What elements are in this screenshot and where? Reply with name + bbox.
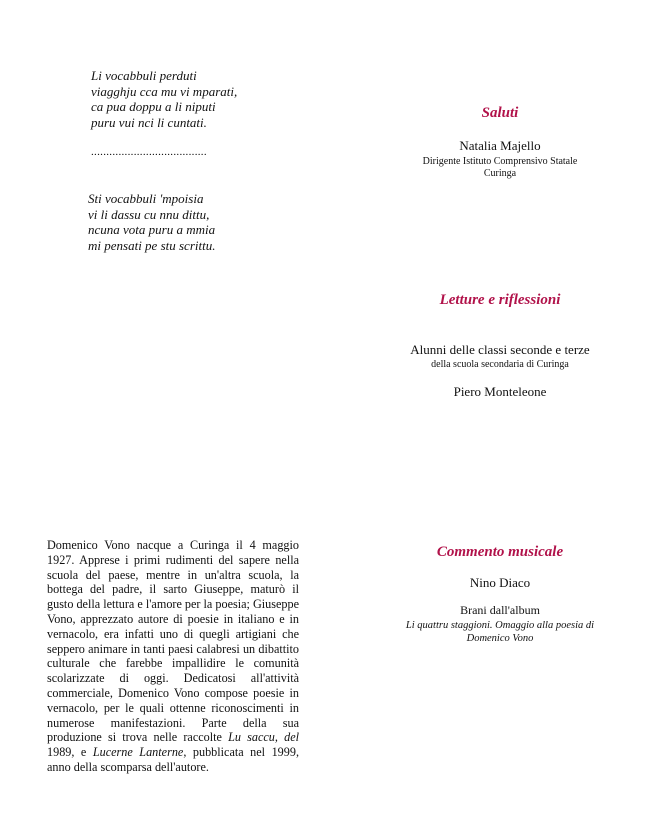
poem-line: ca pua doppu a li niputi [91,99,216,114]
poem-line: Li vocabbuli perduti [91,68,197,83]
bio-text: , pubblicata nel 1999, anno della scomparsa dell'autore. [47,745,299,774]
poem-line: mi pensati pe stu scrittu. [88,237,216,253]
dotted-separator: ...................................... [91,146,207,158]
poem-line: vi li dassu cu nnu dittu, [88,206,210,222]
album-title-cont: Domenico Vono [466,633,534,644]
poem-line: ncuna vota puru a mmia [88,222,216,237]
speaker-place: Curinga [483,168,517,179]
letture-section [366,292,634,400]
poem-line: puru vui nci li cuntati. [91,114,207,130]
section-title-letture: Letture e riflessioni [439,292,561,308]
readers-line: Alunni delle classi seconde e terze [410,342,590,357]
speaker-name: Piero Monteleone [453,384,547,399]
author-biography [47,538,299,775]
book-title: Lu saccu, del [228,730,299,745]
poem-stanza-2 [88,191,215,253]
speaker-role: Dirigente Istituto Comprensivo Statale [422,156,578,167]
poem-line: viagghju cca mu vi mparati, [91,83,238,99]
speaker-name: Natalia Majello [459,138,541,153]
bio-text: 1989, e [47,745,93,760]
saluti-section [366,105,634,180]
book-title: Lucerne Lanterne [92,745,184,760]
commento-section [366,544,634,645]
poem-stanza-1 [91,68,237,130]
musician-name: Nino Diaco [469,575,531,590]
section-title-saluti: Saluti [481,105,519,121]
readers-subline: della scuola secondaria di Curinga [431,359,569,370]
poem-line: Sti vocabbuli 'mpoisia [88,191,204,206]
section-title-commento: Commento musicale [436,544,564,560]
bio-text: Domenico Vono nacque a Curinga il 4 maggio 1927. Apprese i primi rudimenti del sapere nella scuola del paese, mentre in un'altra scuola, la bottega del padre, il sarto Giuseppe, maturò il gusto della lettura e l'amore per la poesia; Giuseppe Vono, apprezzato autore di poesie in italiano e in vernacolo, era infatti uno di quegli artigiani che seppero animare in tanti paesi calabresi un dibattito culturale che farebbe impallidire le comunità scolarizzate di oggi. Dedicatosi all'attività commerciale, Domenico Vono compose poesie in vernacolo, per le quali ottenne riconoscimenti in numerose manifestazioni. Parte della sua produzione si trova nelle raccolte [47,538,299,745]
album-label: Brani dall'album [460,603,540,617]
album-title: Li quattru staggioni. Omaggio alla poesia di [405,620,595,631]
